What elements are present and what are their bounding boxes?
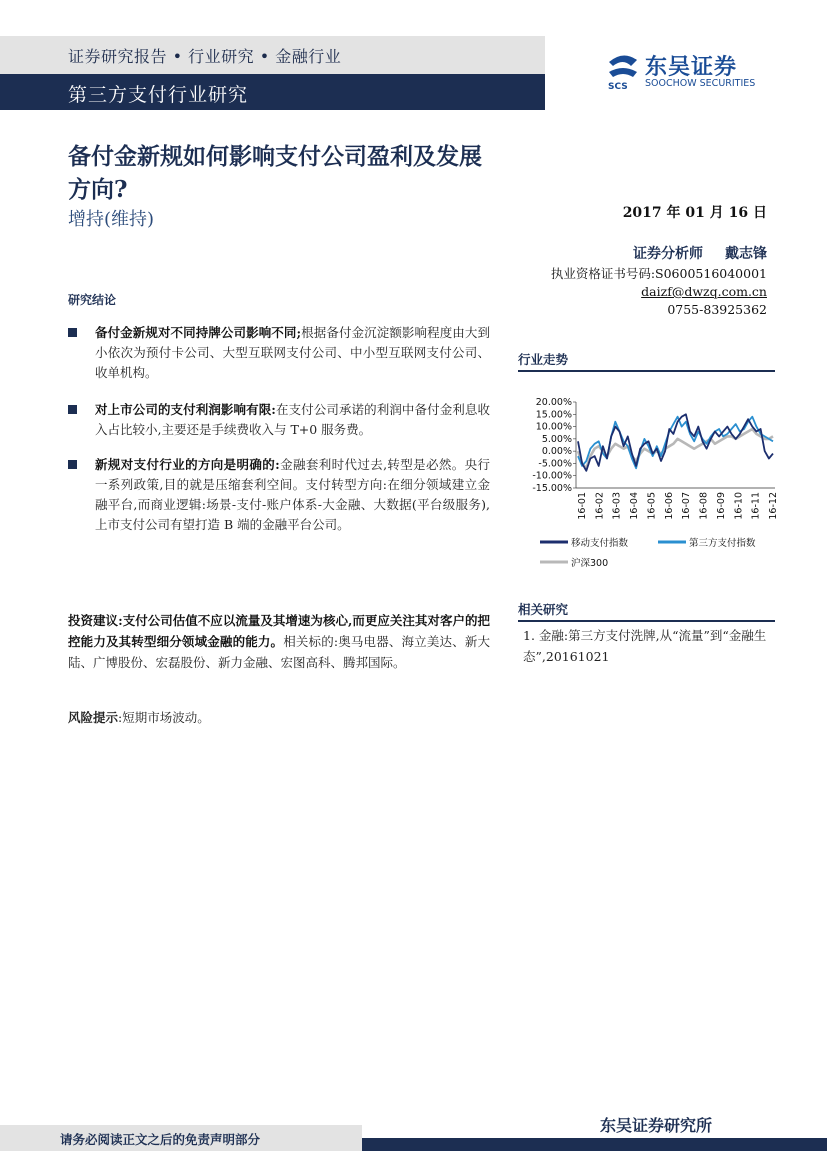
x-tick-label: 16-10 [733, 492, 745, 520]
header-topic-bar [0, 74, 545, 110]
y-tick-label: 0.00% [541, 446, 572, 458]
header-category-bar [0, 36, 545, 74]
industry-trend-chart [518, 390, 780, 580]
analyst-email[interactable]: daizf@dwzq.com.cn [641, 284, 767, 299]
footer-disclaimer-bar [0, 1125, 362, 1151]
legend-label: 移动支付指数 [571, 538, 629, 549]
bullet-bold: 新规对支付行业的方向是明确的: [95, 457, 280, 472]
analyst-contact [551, 265, 767, 319]
conclusion-bullet [68, 323, 490, 383]
conclusion-bullet [68, 455, 490, 535]
x-tick-label: 16-11 [750, 492, 762, 520]
logo-mark-text: SCS [608, 82, 628, 90]
x-tick-label: 16-05 [646, 492, 658, 520]
logo-en: SOOCHOW SECURITIES [645, 78, 756, 89]
related-list [523, 625, 775, 667]
footer-disclaimer: 请务必阅读正文之后的免责声明部分 [60, 1132, 261, 1147]
legend-label: 第三方支付指数 [689, 538, 756, 549]
x-tick-label: 16-07 [681, 492, 693, 520]
risk-bold: 风险提示 [68, 710, 119, 725]
investment-bold: 投资建议:支付公司估值不应以流量及其增速为核心,而更应关注其对客户的把控能力及其转型细分领域金融的能力。 [68, 613, 490, 649]
bullet-text: 在支付公司承诺的利润中备付金利息收入占比较小,主要还是手续费收入与 T+0 服务费。 [95, 402, 490, 437]
x-tick-label: 16-08 [698, 492, 710, 520]
analyst-line [633, 243, 767, 263]
x-tick-label: 16-03 [611, 492, 623, 520]
x-tick-label: 16-01 [577, 492, 588, 520]
legend-label: 沪深300 [571, 558, 609, 569]
header-category: 证券研究报告 • 行业研究 • 金融行业 [68, 47, 342, 66]
logo-cn: 东吴证券 [645, 55, 738, 80]
y-tick-label: 5.00% [541, 433, 572, 445]
footer-org: 东吴证券研究所 [600, 1116, 713, 1135]
x-tick-label: 16-09 [715, 492, 727, 520]
header-topic: 第三方支付行业研究 [68, 84, 249, 106]
y-tick-label: 10.00% [535, 421, 572, 433]
risk-warning [68, 708, 210, 726]
report-title: 备付金新规如何影响支付公司盈利及发展方向? [68, 143, 482, 203]
bullet-text: 金融套利时代过去,转型是必然。央行一系列政策,目的就是压缩套利空间。支付转型方向:在细分领域建立金融平台,而商业逻辑:场景-支付-账户体系-大金融、大数据(平台级服务),上市支付公司有望打造 B 端的金融平台公司。 [95, 457, 490, 532]
investment-advice [68, 610, 490, 673]
y-tick-label: 15.00% [535, 409, 572, 421]
investment-text: 相关标的:奥马电器、海立美达、新大陆、广博股份、宏磊股份、新力金融、宏图高科、腾邦国际。 [68, 634, 490, 670]
x-tick-label: 16-06 [663, 492, 675, 520]
analyst-phone: 0755-83925362 [667, 302, 767, 317]
footer-navy-bar [362, 1138, 827, 1151]
bullet-text: 根据备付金沉淀额影响程度由大到小依次为预付卡公司、大型互联网支付公司、中小型互联网支付公司、收单机构。 [95, 325, 490, 380]
y-tick-label: -10.00% [532, 470, 572, 482]
x-tick-label: 16-12 [768, 492, 779, 520]
bullet-square-icon [68, 460, 77, 469]
logo-mark-icon [605, 50, 641, 90]
report-rating: 增持(维持) [68, 209, 155, 230]
bullet-bold: 备付金新规对不同持牌公司影响不同; [95, 325, 302, 340]
conclusion-bullet [68, 400, 490, 440]
analyst-name: 戴志锋 [725, 246, 767, 262]
y-tick-label: 20.00% [535, 397, 572, 408]
x-tick-label: 16-04 [629, 492, 641, 520]
trend-heading: 行业走势 [518, 350, 775, 372]
analyst-role: 证券分析师 [633, 246, 703, 262]
related-item[interactable]: 1. 金融:第三方支付洗牌,从“流量”到“金融生态”,20161021 [523, 628, 767, 664]
conclusion-heading: 研究结论 [68, 293, 117, 307]
company-logo [605, 50, 775, 90]
related-heading: 相关研究 [518, 600, 775, 622]
x-tick-label: 16-02 [594, 492, 606, 520]
bullet-square-icon [68, 328, 77, 337]
y-tick-label: -5.00% [538, 458, 572, 470]
analyst-cert: 执业资格证书号码:S0600516040001 [550, 266, 767, 281]
bullet-bold: 对上市公司的支付利润影响有限: [95, 402, 276, 417]
y-tick-label: -15.00% [532, 483, 572, 494]
series-line [578, 429, 773, 468]
bullet-square-icon [68, 405, 77, 414]
risk-text: :短期市场波动。 [118, 710, 210, 725]
report-date: 2017 年 01 月 16 日 [622, 205, 767, 221]
